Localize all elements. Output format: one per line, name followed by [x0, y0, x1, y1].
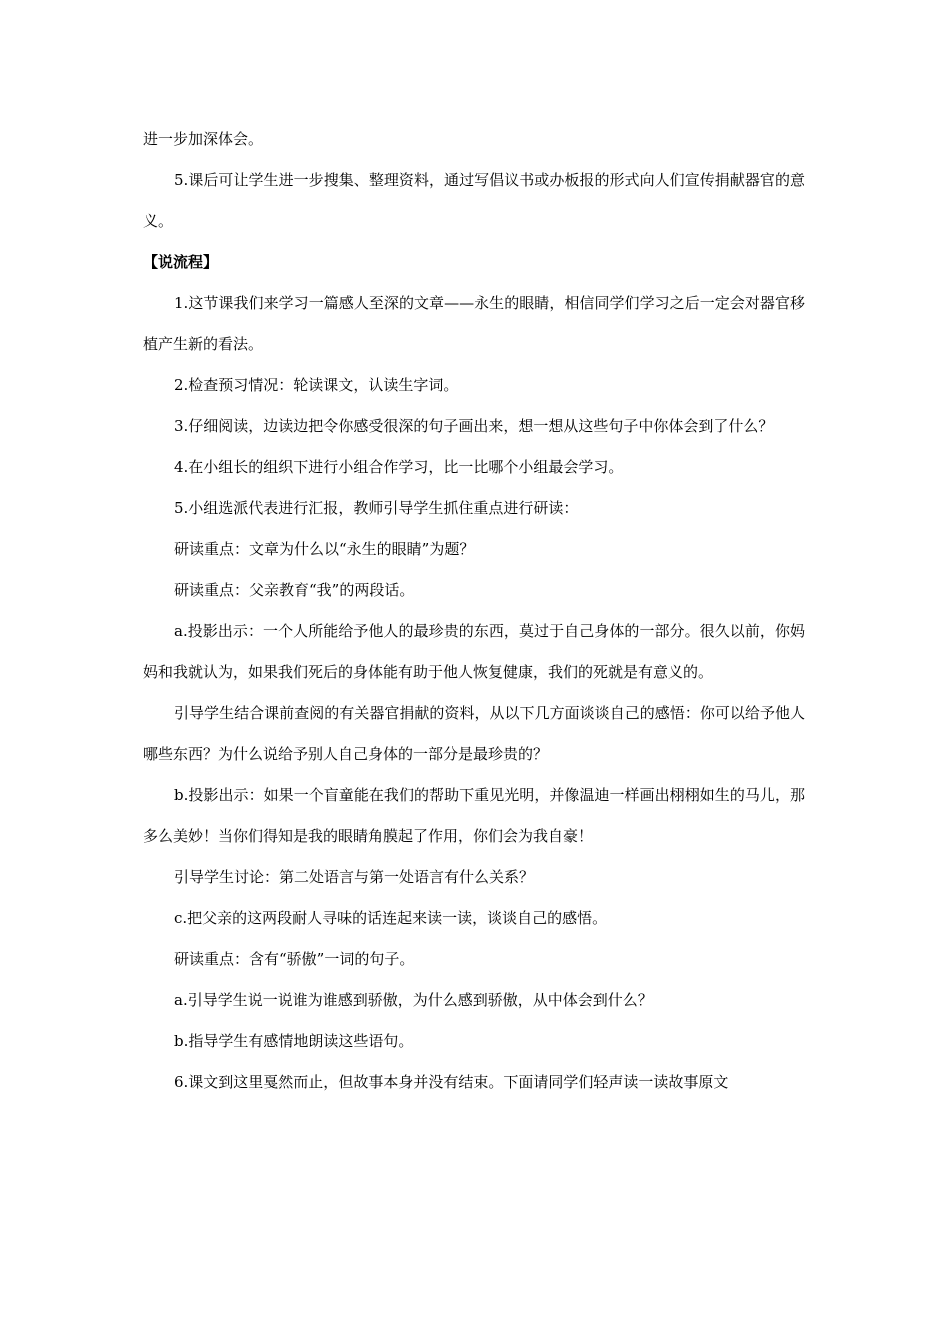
paragraph: 5.课后可让学生进一步搜集、整理资料，通过写倡议书或办板报的形式向人们宣传捐献器官的意义。 — [143, 171, 805, 230]
paragraph: 进一步加深体会。 — [143, 130, 264, 148]
paragraph: 6.课文到这里戛然而止，但故事本身并没有结束。下面请同学们轻声读一读故事原文 — [174, 1073, 729, 1091]
paragraph: 引导学生结合课前查阅的有关器官捐献的资料，从以下几方面谈谈自己的感悟：你可以给予他人哪些东西？为什么说给予别人自己身体的一部分是最珍贵的？ — [143, 704, 805, 763]
paragraph: 研读重点：父亲教育“我”的两段话。 — [174, 581, 415, 599]
paragraph: 引导学生讨论：第二处语言与第一处语言有什么关系？ — [174, 868, 535, 886]
paragraph: a.投影出示：一个人所能给予他人的最珍贵的东西，莫过于自己身体的一部分。很久以前，你妈妈和我就认为，如果我们死后的身体能有助于他人恢复健康，我们的死就是有意义的。 — [143, 622, 805, 681]
paragraph: 研读重点：含有“骄傲”一词的句子。 — [174, 950, 415, 968]
paragraph: c.把父亲的这两段耐人寻味的话连起来读一读，谈谈自己的感悟。 — [174, 909, 608, 927]
paragraph: b.投影出示：如果一个盲童能在我们的帮助下重见光明，并像温迪一样画出栩栩如生的马儿，那多么美妙！当你们得知是我的眼睛角膜起了作用，你们会为我自豪！ — [143, 786, 805, 845]
paragraph: 3.仔细阅读，边读边把令你感受很深的句子画出来，想一想从这些句子中你体会到了什么？ — [174, 417, 774, 435]
paragraph: 研读重点：文章为什么以“永生的眼睛”为题？ — [174, 540, 475, 558]
section-heading: 【说流程】 — [143, 253, 219, 271]
paragraph: 5.小组选派代表进行汇报，教师引导学生抓住重点进行研读： — [174, 499, 579, 517]
paragraph: 4.在小组长的组织下进行小组合作学习，比一比哪个小组最会学习。 — [174, 458, 624, 476]
paragraph: b.指导学生有感情地朗读这些语句。 — [174, 1032, 414, 1050]
document-body — [143, 119, 805, 1103]
paragraph: 1.这节课我们来学习一篇感人至深的文章——永生的眼睛，相信同学们学习之后一定会对器官移植产生新的看法。 — [143, 294, 805, 353]
paragraph: 2.检查预习情况：轮读课文，认读生字词。 — [174, 376, 459, 394]
paragraph: a.引导学生说一说谁为谁感到骄傲，为什么感到骄傲，从中体会到什么？ — [174, 991, 653, 1009]
